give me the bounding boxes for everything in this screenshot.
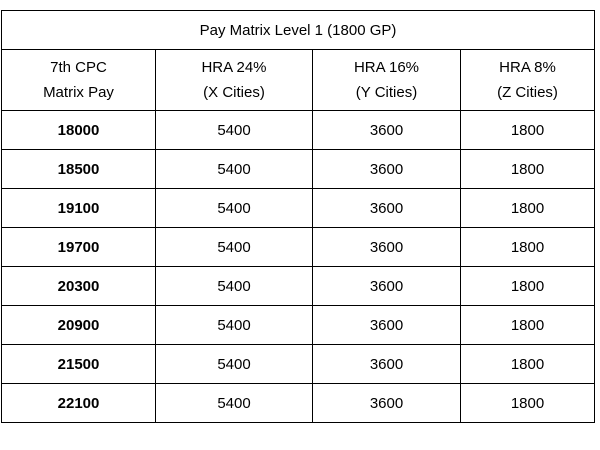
header-hra-z [461, 50, 595, 111]
matrix-pay-cell: 19100 [2, 189, 156, 228]
hra-z-cell: 1800 [461, 345, 595, 384]
hra-y-cell: 3600 [313, 189, 461, 228]
matrix-pay-cell: 21500 [2, 345, 156, 384]
matrix-pay-cell: 19700 [2, 228, 156, 267]
table-row [2, 306, 595, 345]
table-title-row [2, 11, 595, 50]
hra-y-cell: 3600 [313, 150, 461, 189]
hra-x-cell: 5400 [156, 150, 313, 189]
hra-y-cell: 3600 [313, 228, 461, 267]
table-row [2, 228, 595, 267]
table-row [2, 384, 595, 423]
hra-z-cell: 1800 [461, 111, 595, 150]
table-title: Pay Matrix Level 1 (1800 GP) [2, 11, 595, 50]
table-row [2, 267, 595, 306]
matrix-pay-cell: 18500 [2, 150, 156, 189]
hra-x-cell: 5400 [156, 345, 313, 384]
header-matrix-pay [2, 50, 156, 111]
hra-z-cell: 1800 [461, 228, 595, 267]
hra-x-cell: 5400 [156, 111, 313, 150]
hra-z-cell: 1800 [461, 150, 595, 189]
matrix-pay-cell: 20300 [2, 267, 156, 306]
hra-y-cell: 3600 [313, 111, 461, 150]
hra-z-cell: 1800 [461, 189, 595, 228]
header-line1: HRA 24% [201, 59, 267, 76]
table-row [2, 150, 595, 189]
header-line1: HRA 8% [499, 59, 556, 76]
matrix-pay-cell: 20900 [2, 306, 156, 345]
hra-y-cell: 3600 [313, 345, 461, 384]
header-line2: (Y Cities) [355, 84, 418, 101]
hra-x-cell: 5400 [156, 267, 313, 306]
matrix-pay-cell: 22100 [2, 384, 156, 423]
hra-y-cell: 3600 [313, 384, 461, 423]
hra-x-cell: 5400 [156, 228, 313, 267]
hra-x-cell: 5400 [156, 384, 313, 423]
header-hra-y [313, 50, 461, 111]
hra-y-cell: 3600 [313, 267, 461, 306]
hra-z-cell: 1800 [461, 384, 595, 423]
header-line1: 7th CPC [50, 59, 107, 76]
hra-z-cell: 1800 [461, 267, 595, 306]
hra-x-cell: 5400 [156, 306, 313, 345]
pay-matrix-table [1, 10, 595, 423]
hra-z-cell: 1800 [461, 306, 595, 345]
hra-x-cell: 5400 [156, 189, 313, 228]
table-row [2, 345, 595, 384]
header-line2: (X Cities) [203, 84, 265, 101]
table-row [2, 189, 595, 228]
header-line2: Matrix Pay [43, 84, 114, 101]
header-hra-x [156, 50, 313, 111]
hra-y-cell: 3600 [313, 306, 461, 345]
matrix-pay-cell: 18000 [2, 111, 156, 150]
header-line2: (Z Cities) [497, 84, 558, 101]
table-row [2, 111, 595, 150]
table-header-row [2, 50, 595, 111]
header-line1: HRA 16% [353, 59, 420, 76]
